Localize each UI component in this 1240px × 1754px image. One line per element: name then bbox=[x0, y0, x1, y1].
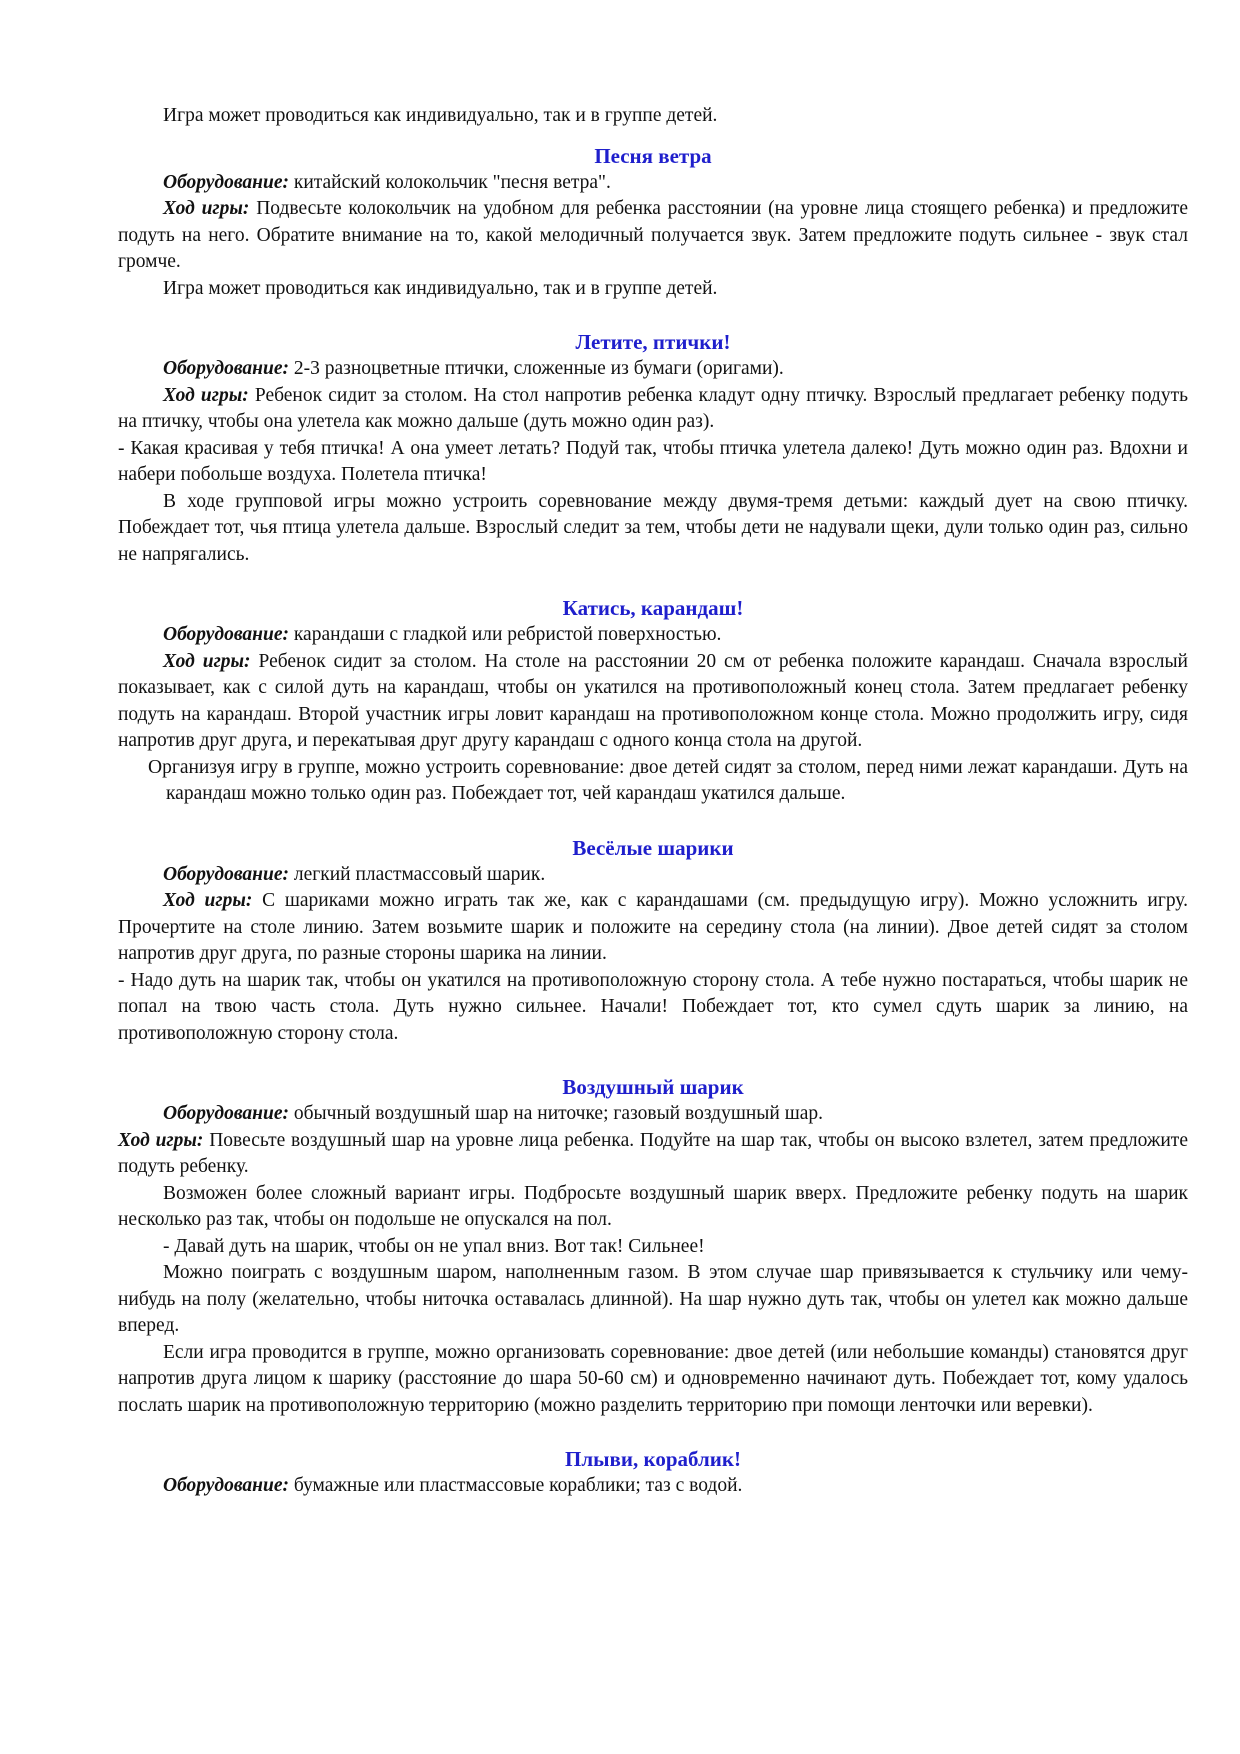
section-title-sail-boat: Плыви, кораблик! bbox=[565, 1447, 741, 1471]
equipment-text: 2-3 разноцветные птички, сложенные из бумаги (оригами). bbox=[288, 358, 784, 379]
paragraph: Возможен более сложный вариант игры. Подбросьте воздушный шарик вверх. Предложите ребенку подуть на шарик несколько раз так, чтобы он подольше не опускался на пол. bbox=[118, 1182, 1188, 1230]
equipment-label: Оборудование: bbox=[163, 863, 289, 885]
section-title-merry-balls: Весёлые шарики bbox=[572, 835, 734, 860]
course-label: Ход игры: bbox=[163, 890, 253, 911]
equipment-label: Оборудование: bbox=[163, 358, 289, 379]
paragraph: Организуя игру в группе, можно устроить соревнование: двое детей сидят за столом, перед ними лежат карандаши. Дуть на карандаш можно только один раз. Побеждает тот, чей карандаш укатился дальше. bbox=[148, 756, 1188, 804]
paragraph: Игра может проводиться как индивидуально, так и в группе детей. bbox=[163, 277, 718, 299]
equipment-label: Оборудование: bbox=[163, 624, 289, 645]
equipment-line bbox=[118, 170, 1188, 197]
course-paragraph bbox=[118, 383, 1188, 436]
equipment-text: карандаши с гладкой или ребристой поверхностью. bbox=[288, 624, 722, 645]
equipment-text: бумажные или пластмассовые кораблики; таз с водой. bbox=[288, 1475, 743, 1496]
course-text: Ребенок сидит за столом. На стол напротив ребенка кладут одну птичку. Взрослый предлагает ребенку подуть на птичку, чтобы она улетела как можно дальше (дуть можно один раз). bbox=[118, 384, 1188, 432]
equipment-line bbox=[118, 356, 1188, 383]
course-label: Ход игры: bbox=[118, 1129, 204, 1151]
course-text: С шариками можно играть так же, как с карандашами (см. предыдущую игру). Можно усложнить игру. Прочертите на столе линию. Затем возьмите шарик и положите на середину стола (на линии). Двое детей сидят за столом напротив друг друга, по разные стороны шарика на линии. bbox=[118, 890, 1188, 964]
course-label: Ход игры: bbox=[163, 650, 251, 672]
equipment-label: Оборудование: bbox=[163, 1475, 289, 1496]
equipment-label: Оборудование: bbox=[163, 1103, 289, 1124]
equipment-text: обычный воздушный шар на ниточке; газовый воздушный шар. bbox=[288, 1103, 823, 1124]
equipment-label: Оборудование: bbox=[163, 171, 289, 193]
section-title-fly-birds: Летите, птички! bbox=[575, 330, 731, 354]
dialog-paragraph: - Какая красивая у тебя птичка! А она умеет летать? Подуй так, чтобы птичка улетела далеко! Дуть можно один раз. Вдохни и набери побольше воздуха. Полетела птичка! bbox=[118, 437, 1188, 485]
intro-paragraph: Игра может проводиться как индивидуально, так и в группе детей. bbox=[163, 105, 718, 126]
course-text: Ребенок сидит за столом. На столе на расстоянии 20 см от ребенка положите карандаш. Сначала взрослый показывает, как с силой дуть на карандаш, чтобы он укатился на противоположный конец стола. Затем предлагает ребенку подуть на карандаш. Второй участник игры ловит карандаш на противоположном конце стола. Можно продолжить игру, сидя напротив друг друга, и перекатывая друг другу карандаш с одного конца стола на другой. bbox=[118, 650, 1188, 751]
equipment-line bbox=[118, 622, 1188, 649]
equipment-line bbox=[118, 1101, 1188, 1128]
course-paragraph bbox=[118, 649, 1188, 755]
course-text: Повесьте воздушный шар на уровне лица ребенка. Подуйте на шар так, чтобы он высоко взлетел, затем предложите подуть ребенку. bbox=[118, 1129, 1188, 1177]
course-paragraph bbox=[118, 1128, 1188, 1181]
paragraph: Можно поиграть с воздушным шаром, наполненным газом. В этом случае шар привязывается к стульчику или чему-нибудь на полу (желательно, чтобы ниточка оставалась длинной). На шар нужно дуть так, чтобы он улетел как можно дальше вперед. bbox=[118, 1262, 1188, 1336]
section-title-roll-pencil: Катись, карандаш! bbox=[562, 596, 744, 620]
course-label: Ход игры: bbox=[163, 198, 250, 219]
section-title-air-balloon: Воздушный шарик bbox=[562, 1075, 744, 1099]
course-label: Ход игры: bbox=[163, 384, 249, 406]
course-text: Подвесьте колокольчик на удобном для ребенка расстоянии (на уровне лица стоящего ребенка) и предложите подуть на него. Обратите внимание на то, какой мелодичный получается звук. Затем предложите подуть сильнее - звук стал громче. bbox=[118, 198, 1188, 272]
paragraph: В ходе групповой игры можно устроить соревнование между двумя-тремя детьми: каждый дует на свою птичку. Побеждает тот, чья птица улетела дальше. Взрослый следит за тем, чтобы дети не надували щеки, дули только один раз, сильно не напрягались. bbox=[118, 490, 1188, 565]
equipment-text: легкий пластмассовый шарик. bbox=[288, 863, 546, 885]
section-title-wind-song: Песня ветра bbox=[594, 143, 712, 168]
dialog-paragraph: - Давай дуть на шарик, чтобы он не упал вниз. Вот так! Сильнее! bbox=[163, 1235, 705, 1257]
course-paragraph bbox=[118, 196, 1188, 276]
equipment-line bbox=[118, 1473, 1188, 1500]
course-paragraph bbox=[118, 888, 1188, 968]
dialog-paragraph: - Надо дуть на шарик так, чтобы он укатился на противоположную сторону стола. А тебе нужно постараться, чтобы шарик не попал на твою часть стола. Дуть нужно сильнее. Начали! Побеждает тот, кто сумел сдуть шарик за линию, на противоположную сторону стола. bbox=[118, 969, 1188, 1044]
paragraph: Если игра проводится в группе, можно организовать соревнование: двое детей (или небольшие команды) становятся друг напротив друга лицом к шарику (расстояние до шара 50-60 см) и одновременно начинают дуть. Побеждает тот, кому удалось послать шарик на противоположную территорию (можно разделить территорию при помощи ленточки или веревки). bbox=[118, 1341, 1188, 1416]
equipment-text: китайский колокольчик "песня ветра". bbox=[288, 171, 611, 193]
equipment-line bbox=[118, 862, 1188, 889]
